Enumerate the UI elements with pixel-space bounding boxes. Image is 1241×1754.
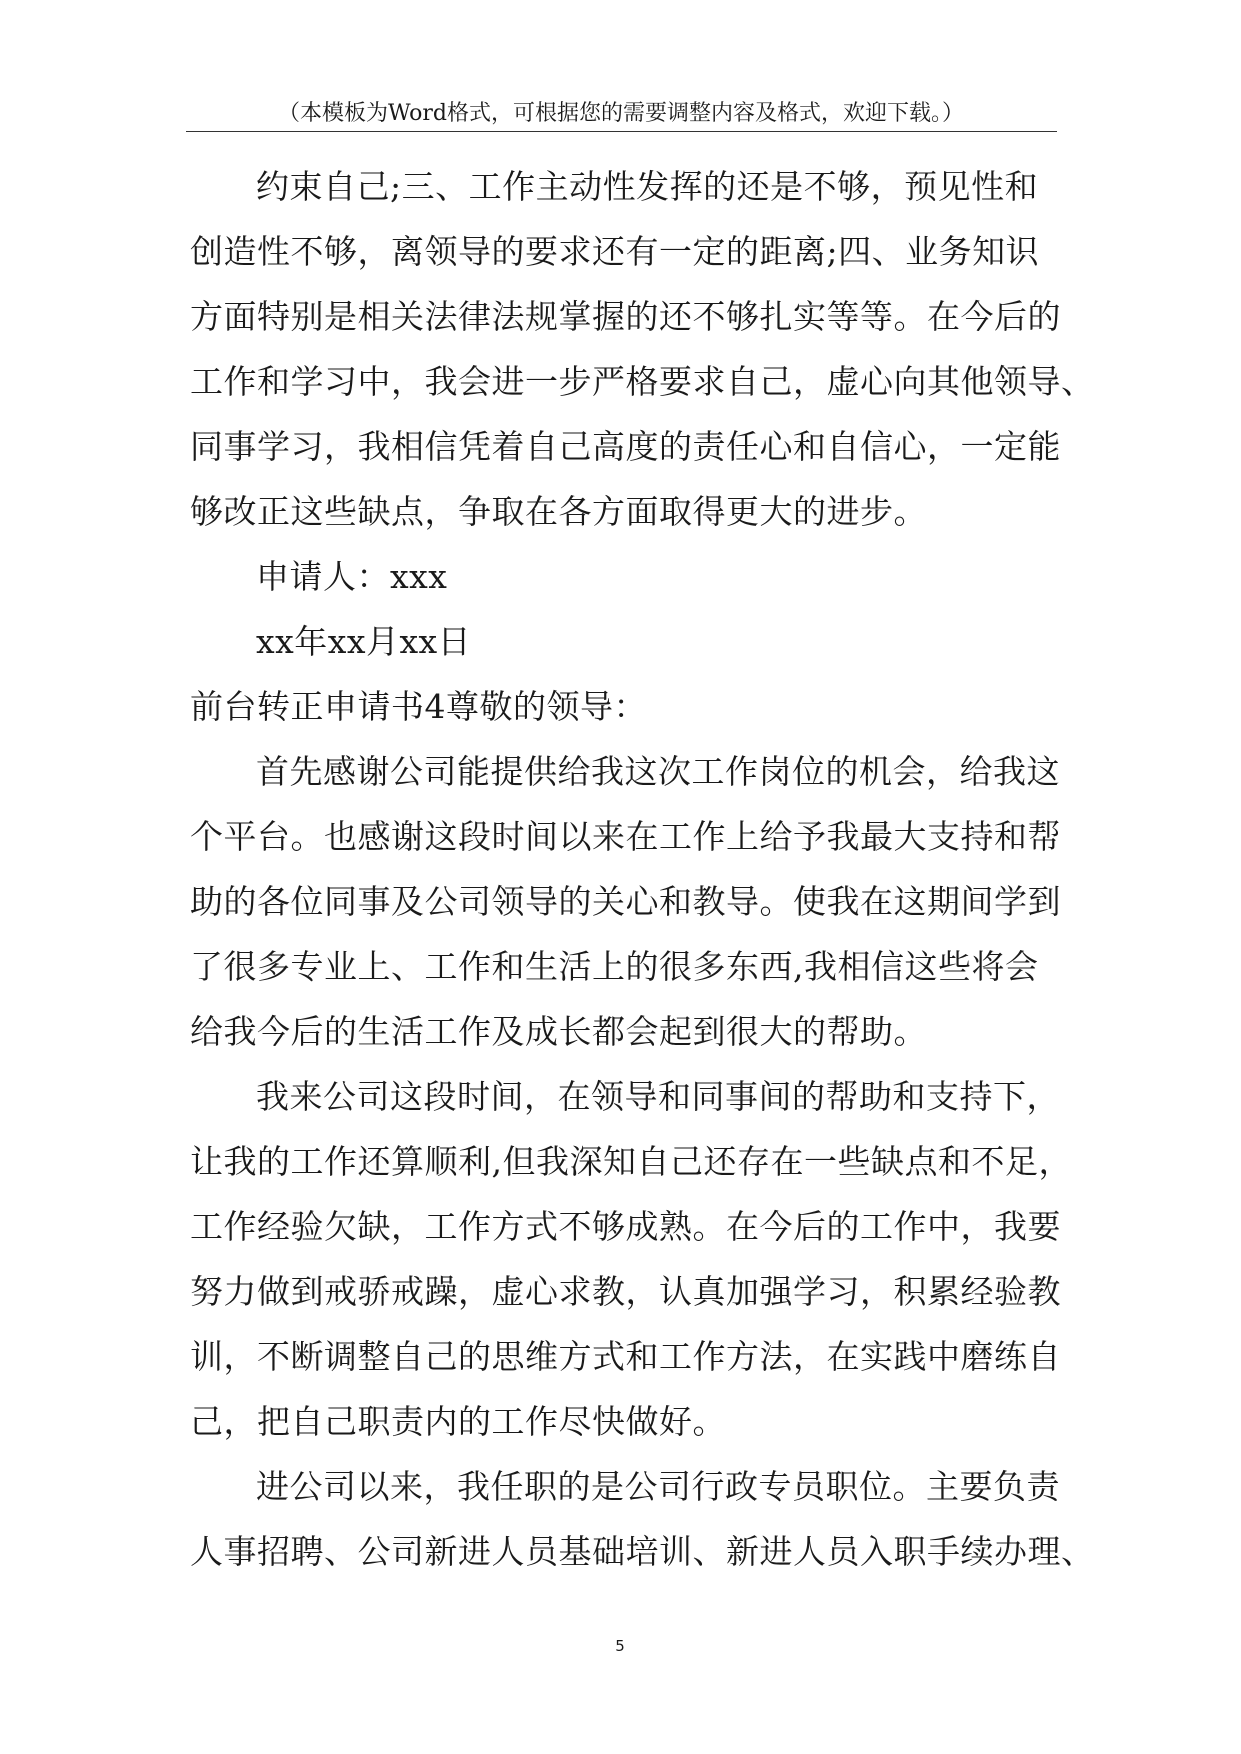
text-line: 人事招聘、公司新进人员基础培训、新进人员入职手续办理、: [190, 1532, 1095, 1571]
text-line: 让我的工作还算顺利,但我深知自己还存在一些缺点和不足，: [190, 1142, 1072, 1181]
template-note: （本模板为Word格式，可根据您的需要调整内容及格式，欢迎下载。）: [278, 101, 964, 126]
page-number: 5: [615, 1637, 625, 1655]
text-line: 进公司以来，我任职的是公司行政专员职位。主要负责: [256, 1467, 1060, 1506]
text-line: 方面特别是相关法律法规掌握的还不够扎实等等。在今后的: [190, 297, 1061, 336]
text-line: 我来公司这段时间，在领导和同事间的帮助和支持下，: [256, 1077, 1060, 1116]
text-line: 助的各位同事及公司领导的关心和教导。使我在这期间学到: [190, 882, 1061, 921]
text-line: 工作和学习中，我会进一步严格要求自己，虚心向其他领导、: [190, 362, 1095, 401]
text-line: 工作经验欠缺，工作方式不够成熟。在今后的工作中，我要: [190, 1207, 1061, 1246]
section-title: 前台转正申请书4尊敬的领导：: [190, 687, 647, 726]
text-line: 给我今后的生活工作及成长都会起到很大的帮助。: [190, 1012, 927, 1051]
text-line: 努力做到戒骄戒躁，虚心求教，认真加强学习，积累经验教: [190, 1272, 1061, 1311]
document-body: [190, 158, 1095, 1588]
text-line: 首先感谢公司能提供给我这次工作岗位的机会，给我这: [256, 752, 1060, 791]
text-line: 训，不断调整自己的思维方式和工作方法，在实践中磨练自: [190, 1337, 1061, 1376]
date-line: xx年xx月xx日: [256, 622, 472, 661]
header-divider: [186, 131, 1057, 132]
text-line: 己，把自己职责内的工作尽快做好。: [190, 1402, 726, 1441]
text-line: 约束自己;三、工作主动性发挥的还是不够，预见性和: [256, 167, 1039, 206]
text-line: 同事学习，我相信凭着自己高度的责任心和自信心，一定能: [190, 427, 1061, 466]
text-line: 了很多专业上、工作和生活上的很多东西,我相信这些将会: [190, 947, 1039, 986]
applicant-line: 申请人：xxx: [256, 557, 448, 596]
text-line: 创造性不够，离领导的要求还有一定的距离;四、业务知识: [190, 232, 1040, 271]
text-line: 够改正这些缺点，争取在各方面取得更大的进步。: [190, 492, 927, 531]
text-line: 个平台。也感谢这段时间以来在工作上给予我最大支持和帮: [190, 817, 1061, 856]
